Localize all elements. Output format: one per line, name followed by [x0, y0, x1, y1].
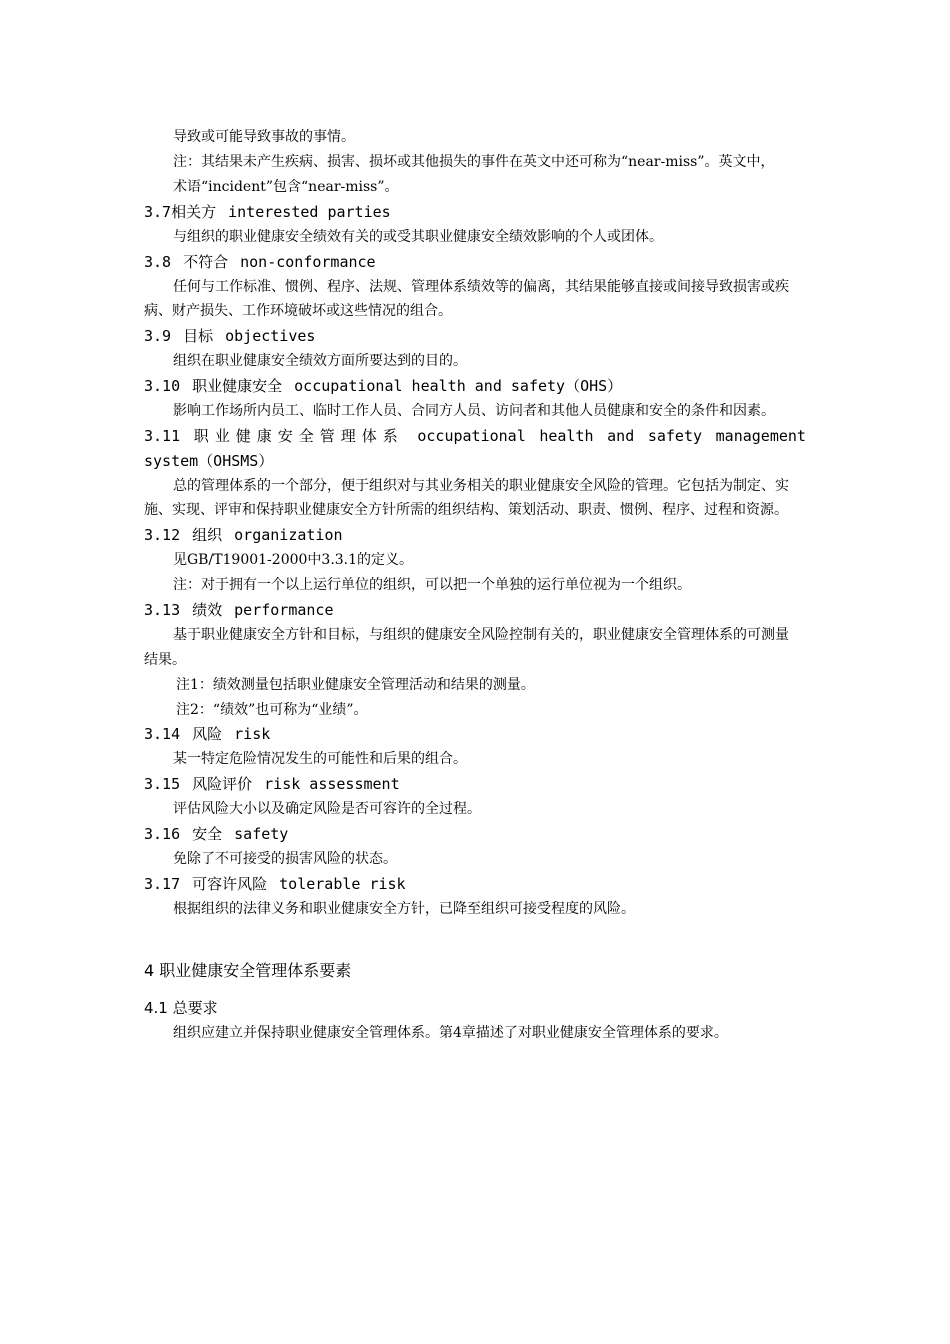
- term-en: interested parties: [228, 203, 391, 221]
- term-definition: 影响工作场所内员工、临时工作人员、合同方人员、访问者和其他人员健康和安全的条件和因素。: [173, 403, 775, 419]
- term-number: 3.11: [144, 427, 181, 445]
- term-zh: 风险: [192, 725, 223, 743]
- term-en: tolerable risk: [279, 875, 406, 893]
- term-definition: 病、财产损失、工作环境破坏或这些情况的组合。: [144, 303, 452, 319]
- term-zh: 风险评价: [192, 775, 253, 793]
- term-number: 3.7: [144, 203, 172, 221]
- section-heading-4-1: 4.1 总要求: [144, 999, 218, 1017]
- term-en-word: safety: [647, 427, 703, 445]
- section-body: 组织应建立并保持职业健康安全管理体系。第4章描述了对职业健康安全管理体系的要求。: [173, 1025, 728, 1041]
- term-definition: 某一特定危险情况发生的可能性和后果的组合。: [173, 751, 467, 767]
- note-line: 注1：绩效测量包括职业健康安全管理活动和结果的测量。: [176, 677, 535, 693]
- term-en: performance: [234, 601, 334, 619]
- term-heading-3-13: [144, 600, 333, 620]
- term-heading-3-8: [144, 252, 376, 272]
- term-zh: 安全: [192, 825, 223, 843]
- term-number: 3.17: [144, 875, 181, 893]
- term-en: safety: [234, 825, 289, 843]
- term-zh: 可容许风险: [192, 875, 268, 893]
- term-definition: 根据组织的法律义务和职业健康安全方针，已降至组织可接受程度的风险。: [173, 901, 635, 917]
- note-line: 注：其结果未产生疾病、损害、损坏或其他损失的事件在英文中还可称为“near-miss”。英文中，: [173, 154, 775, 170]
- paragraph-line: 导致或可能导致事故的事情。: [173, 129, 355, 145]
- term-en-word: and: [607, 427, 635, 445]
- term-zh: 职业健康安全管理体系: [193, 427, 404, 445]
- term-definition: 与组织的职业健康安全绩效有关的或受其职业健康安全绩效影响的个人或团体。: [173, 229, 663, 245]
- term-number: 3.12: [144, 526, 181, 544]
- term-zh: 绩效: [192, 601, 223, 619]
- term-en: occupational health and safety（OHS）: [294, 377, 623, 395]
- term-definition: 见GB/T19001-2000中3.3.1的定义。: [173, 552, 414, 568]
- term-zh: 目标: [183, 327, 214, 345]
- term-en: system（OHSMS）: [144, 452, 274, 470]
- term-number: 3.15: [144, 775, 181, 793]
- term-definition: 组织在职业健康安全绩效方面所要达到的目的。: [173, 353, 467, 369]
- term-number: 3.13: [144, 601, 181, 619]
- term-heading-3-16: [144, 824, 288, 844]
- term-definition: 免除了不可接受的损害风险的状态。: [173, 851, 397, 867]
- term-heading-3-9: [144, 326, 315, 346]
- term-number: 3.14: [144, 725, 181, 743]
- term-en-word: health: [539, 427, 594, 445]
- term-en: non-conformance: [240, 253, 376, 271]
- term-definition: 结果。: [144, 652, 186, 668]
- term-number: 3.10: [144, 377, 181, 395]
- term-zh: 相关方: [171, 203, 217, 221]
- term-heading-3-15: [144, 774, 400, 794]
- term-heading-3-11: [144, 426, 806, 446]
- term-definition: 施、实现、评审和保持职业健康安全方针所需的组织结构、策划活动、职责、惯例、程序、过程和资源。: [144, 502, 788, 518]
- term-definition: 评估风险大小以及确定风险是否可容许的全过程。: [173, 801, 481, 817]
- term-number: 3.9: [144, 327, 172, 345]
- note-line: 术语“incident”包含“near-miss”。: [173, 179, 399, 195]
- term-definition: 基于职业健康安全方针和目标，与组织的健康安全风险控制有关的，职业健康安全管理体系的可测量: [173, 627, 789, 643]
- term-en-word: management: [715, 427, 806, 445]
- term-heading-3-10: [144, 376, 622, 396]
- note-line: 注：对于拥有一个以上运行单位的组织，可以把一个单独的运行单位视为一个组织。: [173, 577, 691, 593]
- term-number: 3.8: [144, 253, 172, 271]
- term-en: risk assessment: [264, 775, 400, 793]
- term-heading-3-11-cont: [144, 451, 273, 471]
- term-en: objectives: [225, 327, 316, 345]
- term-number: 3.16: [144, 825, 181, 843]
- note-line: 注2：“绩效”也可称为“业绩”。: [176, 702, 368, 718]
- term-zh: 不符合: [183, 253, 229, 271]
- term-definition: 任何与工作标准、惯例、程序、法规、管理体系绩效等的偏离，其结果能够直接或间接导致损害或疾: [173, 279, 789, 295]
- term-en: organization: [234, 526, 343, 544]
- term-zh: 职业健康安全: [192, 377, 283, 395]
- term-heading-3-12: [144, 525, 343, 545]
- section-heading-4: 4 职业健康安全管理体系要素: [144, 961, 352, 980]
- term-definition: 总的管理体系的一个部分，便于组织对与其业务相关的职业健康安全风险的管理。它包括为制定、实: [173, 478, 789, 494]
- term-en: risk: [234, 725, 271, 743]
- term-heading-3-7: [144, 202, 391, 222]
- term-heading-3-17: [144, 874, 406, 894]
- term-en-word: occupational: [417, 427, 526, 445]
- term-zh: 组织: [192, 526, 223, 544]
- term-heading-3-14: [144, 724, 270, 744]
